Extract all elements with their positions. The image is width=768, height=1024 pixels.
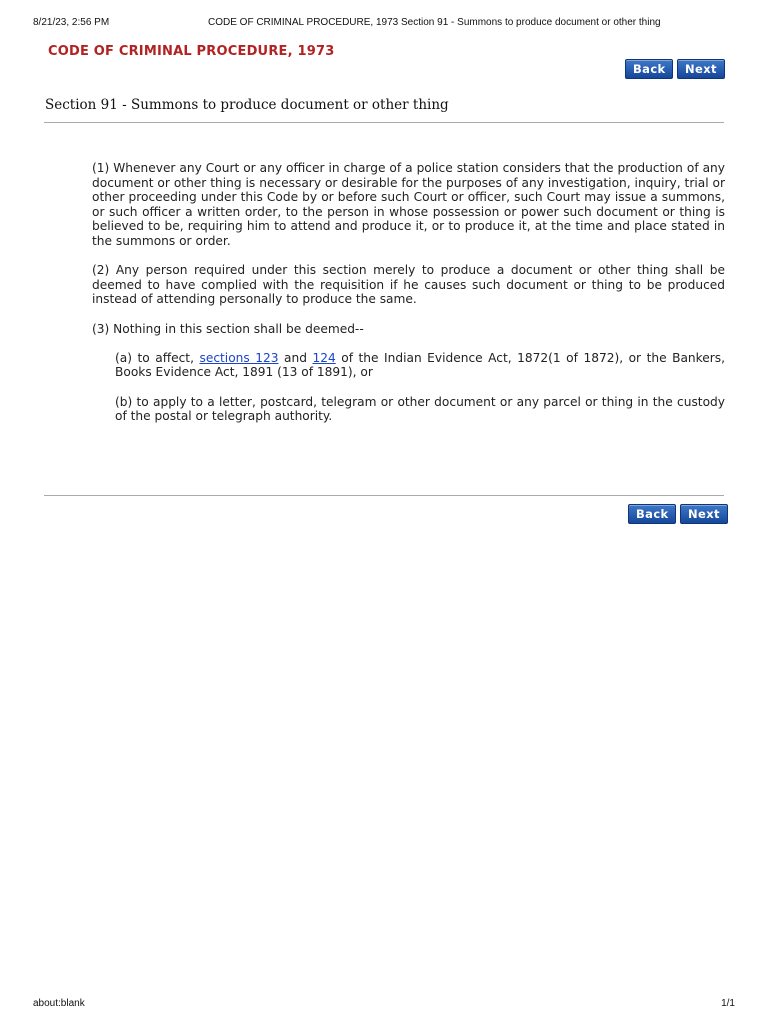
section-124-link[interactable]: 124 bbox=[312, 350, 336, 365]
paragraph-1: (1) Whenever any Court or any officer in charge of a police station considers that the production of any document or other thing is necessary or desirable for the purposes of any investigation, inquiry, trial or other proceeding under this Code by or before such Court or officer, such Court may issue a summons, or such officer a written order, to the person in whose possession or power such document or thing is believed to be, requiring him to attend and produce it, or to produce it, at the time and place stated in the summons or order. bbox=[92, 161, 725, 248]
paragraph-3: (3) Nothing in this section shall be deemed-- bbox=[92, 321, 364, 336]
divider-top bbox=[44, 122, 724, 123]
clause-a bbox=[115, 351, 725, 380]
clause-a-and: and bbox=[284, 350, 307, 365]
print-datetime: 8/21/23, 2:56 PM bbox=[33, 17, 110, 28]
divider-bottom bbox=[44, 495, 724, 496]
bottom-navigation bbox=[628, 504, 728, 524]
section-heading: Section 91 - Summons to produce document or other thing bbox=[45, 97, 449, 113]
clause-a-suffix: of the Indian Evidence Act, 1872(1 of 1872), or the Bankers, Books Evidence Act, 1891 (13 of 1891), or bbox=[115, 350, 726, 380]
clause-a-prefix: (a) to affect, bbox=[115, 350, 194, 365]
sections-123-link[interactable]: sections 123 bbox=[199, 350, 279, 365]
clause-b: (b) to apply to a letter, postcard, telegram or other document or any parcel or thing in the custody of the postal or telegraph authority. bbox=[115, 394, 725, 424]
print-url: about:blank bbox=[33, 998, 85, 1009]
back-button-bottom[interactable]: Back bbox=[628, 504, 676, 524]
top-navigation bbox=[625, 59, 725, 79]
print-footer bbox=[33, 998, 735, 1012]
section-content bbox=[92, 161, 725, 438]
paragraph-2: (2) Any person required under this section merely to produce a document or other thing shall be deemed to have complied with the requisition if he causes such document or thing to be produced instead of attending personally to produce the same. bbox=[92, 263, 725, 307]
print-page-title: CODE OF CRIMINAL PROCEDURE, 1973 Section 91 - Summons to produce document or other thing bbox=[208, 17, 661, 28]
print-page-number: 1/1 bbox=[721, 998, 735, 1009]
back-button[interactable]: Back bbox=[625, 59, 673, 79]
next-button-bottom[interactable]: Next bbox=[680, 504, 728, 524]
act-title: CODE OF CRIMINAL PROCEDURE, 1973 bbox=[48, 44, 335, 59]
print-header bbox=[33, 17, 735, 31]
next-button[interactable]: Next bbox=[677, 59, 725, 79]
